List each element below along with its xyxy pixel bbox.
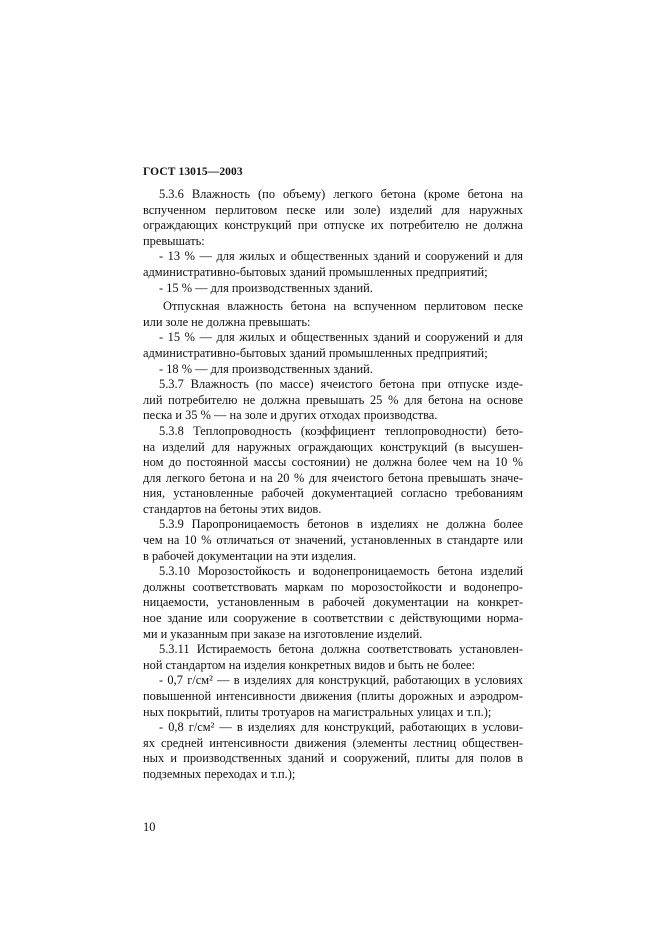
text-line: вспученном перлитовом песке или золе) изделий для наружных xyxy=(143,202,523,217)
text-line: в рабочей документации на эти изделия. xyxy=(143,548,357,563)
document-body xyxy=(143,187,523,783)
text-line: должны соответствовать маркам по морозостойкости и водонепро- xyxy=(143,579,523,594)
text-line: или золе не должна превышать: xyxy=(143,314,311,329)
text-line: административно-бытовых зданий промышленных предприятий; xyxy=(143,345,488,360)
text-line: - 18 % — для производственных зданий. xyxy=(159,361,373,376)
text-line: ми и указанным при заказе на изготовление изделий. xyxy=(143,626,423,641)
text-line: ницаемости, установленным в рабочей документации на конкрет- xyxy=(143,595,523,610)
text-line: ных покрытий, плиты тротуаров на магистральных улицах и т.п.); xyxy=(143,704,492,719)
text-line: 5.3.6 Влажность (по объему) легкого бетона (кроме бетона на xyxy=(159,187,523,201)
text-line: ных и производственных зданий и сооружений, плиты для полов в xyxy=(143,751,523,766)
text-line: 5.3.11 Истираемость бетона должна соответствовать установлен- xyxy=(159,642,523,657)
text-line: ном до постоянной массы состоянии) не должна более чем на 10 % xyxy=(143,455,523,470)
text-line: 5.3.10 Морозостойкость и водонепроницаемость бетона изделий xyxy=(159,564,523,579)
text-line: для легкого бетона и на 20 % для ячеистого бетона превышать значе- xyxy=(143,470,523,485)
text-line: - 13 % — для жилых и общественных зданий и сооружений и для xyxy=(159,249,523,264)
text-line: 5.3.7 Влажность (по массе) ячеистого бетона при отпуске изде- xyxy=(159,377,523,392)
text-line: песка и 35 % — на золе и других отходах производства. xyxy=(143,408,438,423)
text-line: ния, установленные рабочей документацией согласно требованиям xyxy=(143,486,523,501)
text-line: ное здание или сооружение в соответствии с действующими норма- xyxy=(143,611,523,626)
text-line: 5.3.9 Паропроницаемость бетонов в изделиях не должна более xyxy=(159,517,523,532)
text-line: - 15 % — для жилых и общественных зданий и сооружений и для xyxy=(159,330,523,345)
text-line: стандартов на бетоны этих видов. xyxy=(143,501,322,516)
text-line: на изделий для наружных ограждающих конструкций (в высушен- xyxy=(143,439,523,454)
text-line: - 0,7 г/см² — в изделиях для конструкций, работающих в условиях xyxy=(159,673,523,688)
text-line: - 0,8 г/см² — в изделиях для конструкций, работающих в услови- xyxy=(159,720,523,735)
text-line: повышенной интенсивности движения (плиты дорожных и аэродром- xyxy=(143,689,523,703)
text-line: превышать: xyxy=(143,233,205,248)
page-number: 10 xyxy=(143,820,156,834)
text-line: Отпускная влажность бетона на вспученном перлитовом песке xyxy=(163,299,523,314)
standard-header: ГОСТ 13015—2003 xyxy=(143,166,243,178)
text-line: лий потребителю не должна превышать 25 % для бетона на основе xyxy=(143,392,523,407)
text-line: - 15 % — для производственных зданий. xyxy=(159,280,373,295)
text-line: ограждающих конструкций при отпуске их потребителю не должна xyxy=(143,218,523,233)
text-line: чем на 10 % отличаться от значений, установленных в стандарте или xyxy=(143,533,523,548)
text-line: подземных переходах и т.п.); xyxy=(143,766,296,781)
text-line: ной стандартом на изделия конкретных видов и быть не более: xyxy=(143,657,475,672)
text-line: ях средней интенсивности движения (элементы лестниц обществен- xyxy=(143,735,523,750)
text-line: административно-бытовых зданий промышленных предприятий; xyxy=(143,264,488,279)
text-line: 5.3.8 Теплопроводность (коэффициент теплопроводности) бето- xyxy=(159,423,523,438)
